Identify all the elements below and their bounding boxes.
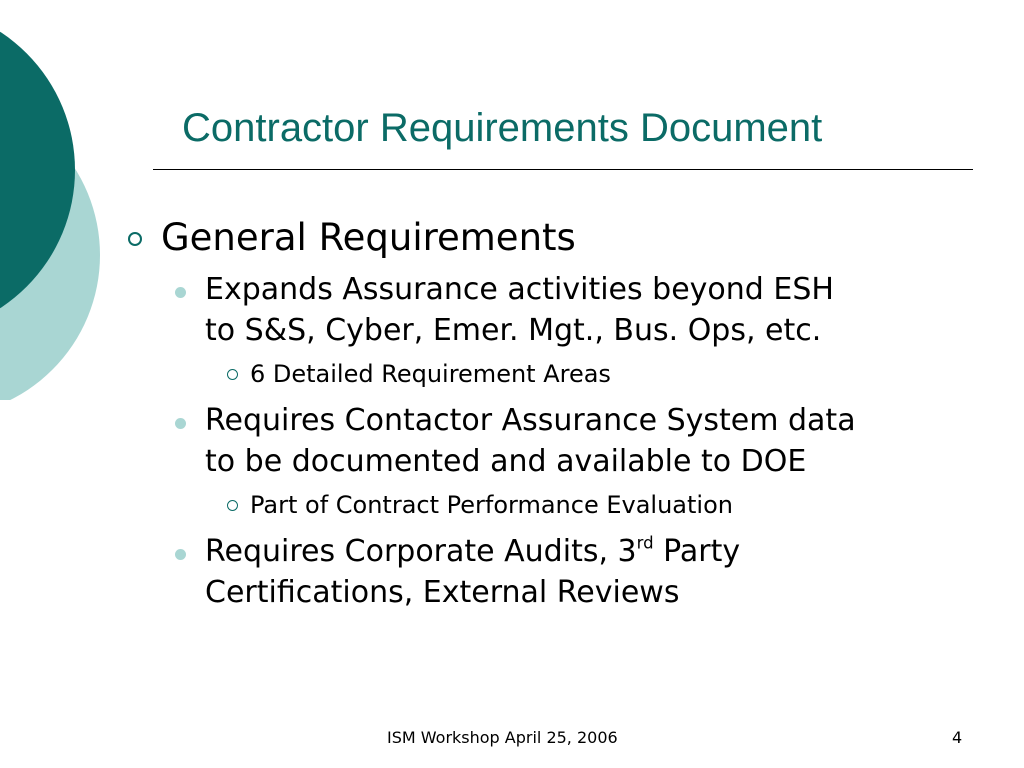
footer-text: ISM Workshop April 25, 2006: [387, 728, 618, 747]
bullet-3-line-1-suffix: Party: [653, 534, 741, 569]
hollow-bullet-icon: [128, 232, 142, 246]
filled-bullet-icon: [175, 418, 186, 429]
title-divider: [153, 169, 973, 170]
page-number: 4: [952, 728, 963, 747]
bullet-3-line-1: [205, 531, 740, 572]
bullet-3-ordinal-superscript: rd: [636, 533, 654, 553]
filled-bullet-icon: [175, 549, 186, 560]
hollow-bullet-icon: [227, 500, 238, 511]
level1-heading: General Requirements: [161, 216, 576, 259]
bullet-3-line-1-prefix: Requires Corporate Audits, 3: [205, 534, 637, 569]
hollow-bullet-icon: [227, 369, 238, 380]
bullet-1-line-1: Expands Assurance activities beyond ESH: [205, 272, 834, 307]
filled-bullet-icon: [175, 287, 186, 298]
bullet-3-line-2: Certifications, External Reviews: [205, 575, 680, 610]
bullet-1-sub: 6 Detailed Requirement Areas: [250, 360, 611, 388]
decorative-circles: [0, 0, 110, 400]
bullet-2-sub: Part of Contract Performance Evaluation: [250, 491, 733, 519]
slide-title: Contractor Requirements Document: [182, 106, 823, 150]
bullet-2-line-2: to be documented and available to DOE: [205, 444, 807, 479]
bullet-2-line-1: Requires Contactor Assurance System data: [205, 403, 856, 438]
bullet-1-line-2: to S&S, Cyber, Emer. Mgt., Bus. Ops, etc.: [205, 313, 822, 348]
